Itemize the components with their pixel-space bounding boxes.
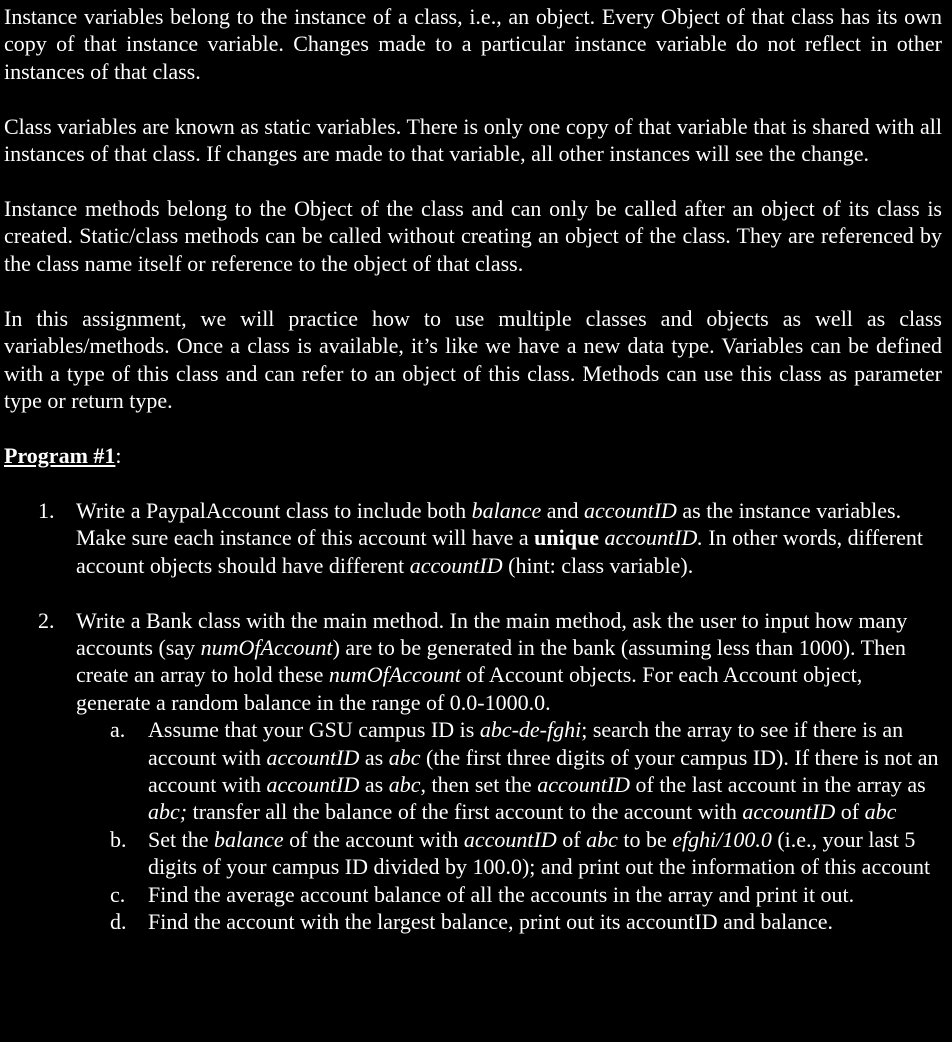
sub-item-letter: c. [110,881,126,907]
paragraph-methods: Instance methods belong to the Object of the class and can only be called after an object of its class is created. Static/class methods can be called without creating an object of the class. They are referenced by the class name itself or reference to the object of that class. [4,196,942,276]
italic-text: abc [388,744,421,770]
paragraph-assignment-intro: In this assignment, we will practice how to use multiple classes and objects as well as class variables/methods. Once a class is available, it’s like we have a new data type. Variables can be defined with a type of this class and can refer to an object of this class. Methods can use this class as parameter type or return type. [4,305,942,413]
text: to be [617,826,673,852]
text: Write a PaypalAccount class to include both [76,497,472,523]
italic-text: accountID [584,497,677,523]
program-heading-label: Program #1 [4,442,116,468]
italic-text: accountID [537,771,631,797]
text: of [835,799,865,825]
text: (the first three digits of your campus ID). If there is not an account with [148,744,939,797]
italic-text: abc-de-fghi [479,717,582,743]
document-page [4,3,942,935]
text: Set the [148,826,214,852]
italic-text: abc [388,771,421,797]
sub-item-b [4,826,942,881]
text: as [359,744,389,770]
text: as [359,771,389,797]
italic-text: efghi/100.0 [672,826,772,852]
text: Write a Bank class with the main method. In the main method, ask the user to input how many accounts (say [76,607,908,660]
text: , then set the [420,771,538,797]
sub-item-d [4,908,942,935]
text: (i.e., your last 5 digits of your campus ID divided by 100.0); and print out the information of this account [148,826,931,880]
italic-text: abc [586,826,618,852]
italic-text: abc; [148,799,188,825]
paragraph-instance-variables: Instance variables belong to the instance of a class, i.e., an object. Every Object of that class has its own copy of that instance variable. Changes made to a particular instance variable do not reflect in other instances of that class. [4,4,942,84]
italic-text: numOfAccount [200,634,333,660]
program-heading [4,442,942,469]
text: of Account objects. For each Account object, generate a random balance in the range of 0.0-1000.0. [76,662,863,715]
list-item-number: 2. [38,607,55,633]
text: of the account with [283,826,464,852]
italic-text: accountID [266,771,360,797]
text: ; search the array to see if there is an account with [148,717,904,770]
text: In other words, different account objects should have different [76,525,923,578]
italic-text: abc [864,799,897,825]
text: as the instance variables. Make sure each instance of this account will have a [76,497,902,551]
sub-item-letter: b. [110,826,127,852]
program-heading-suffix: : [115,442,122,468]
italic-text: accountID. [604,525,703,551]
italic-text: accountID [266,744,360,770]
sub-item-c [4,881,942,908]
sub-item-letter: a. [110,717,126,743]
sub-item-a [4,716,942,826]
sub-item-letter: d. [110,908,127,934]
italic-text: numOfAccount [328,662,461,688]
text: of the last account in the array as [630,771,926,797]
list-item-2 [4,607,942,717]
text: transfer all the balance of the first account to the account with [187,799,743,825]
list-item-1 [4,497,942,579]
text: of [556,826,587,852]
text: Assume that your GSU campus ID is [148,717,480,743]
text: and [541,497,585,523]
italic-text: accountID [463,826,557,852]
italic-text: balance [214,826,284,852]
text: Find the account with the largest balance, print out its accountID and balance. [148,908,834,934]
list-item-number: 1. [38,497,55,523]
italic-text: accountID [742,799,836,825]
italic-text: accountID [409,552,503,578]
bold-text: unique [534,525,599,551]
text: (hint: class variable). [502,552,694,578]
text: ) are to be generated in the bank (assuming less than 1000). Then create an array to hold these [76,634,906,688]
text: Find the average account balance of all the accounts in the array and print it out. [148,881,855,907]
paragraph-class-variables: Class variables are known as static variables. There is only one copy of that variable that is shared with all instances of that class. If changes are made to that variable, all other instances will see the change. [4,113,942,167]
italic-text: balance [471,497,542,523]
